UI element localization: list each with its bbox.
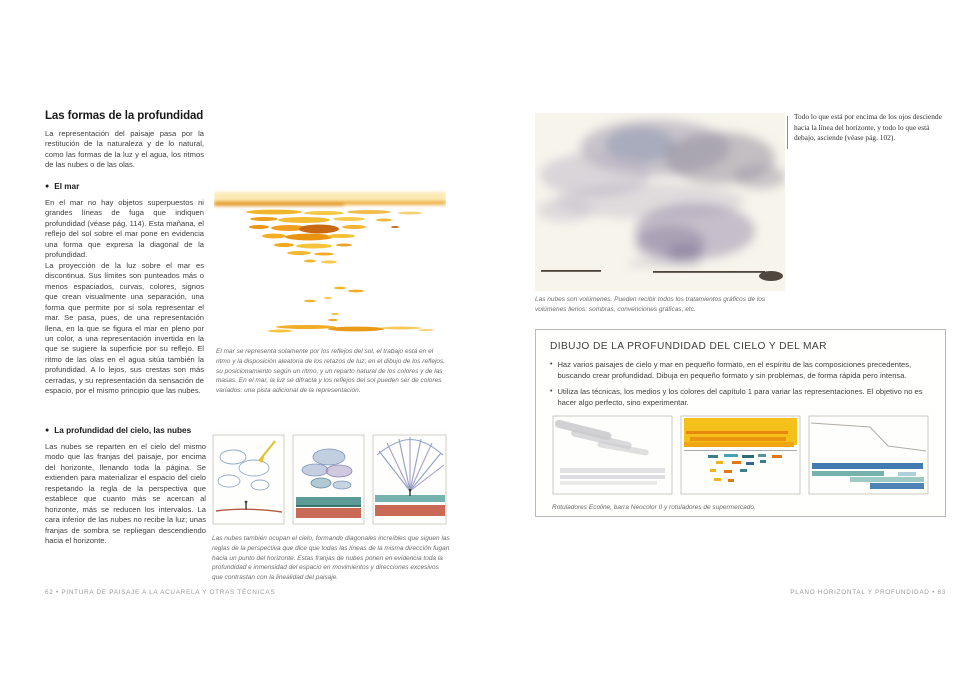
triptych-caption: Las nubes también ocupan el cielo, formando diagonales increíbles que siguen las reglas de la perspectiva que dice que todas las líneas de la misma dirección fugan hacia un punto del horizonte. Estas franjas de nubes ponen en evidencia toda la profundidad e inmensidad del espacio en movimientos y direcciones excesivos que contrastan con la linealidad del paisaje.: [212, 535, 450, 581]
exercise-box-title: DIBUJO DE LA PROFUNDIDAD DEL CIELO Y DEL MAR: [550, 341, 827, 352]
section-heading-label: La profundidad del cielo, las nubes: [54, 426, 192, 435]
cloud-sketch-triptych: [211, 431, 448, 529]
exercise-bullet-text: Utiliza las técnicas, los medios y los colores del capítulo 1 para variar las representaciones. El objetivo no es hacer algo perfecto, sino experimentar.: [557, 387, 923, 407]
paragraph: La proyección de la luz sobre el mar es discontinua. Sus límites son punteados más o menos espaciados, curvas, colores, signos que crean visualmente una separación, una forma que permite por sí sola representar el mar. Se pasa, pues, de una representación llena, en la que se figura el mar en pleno por un color, a una representación invertida en la que se sugiere la superficie por su reflejo. El ritmo de las olas en el agua sitúa también la profundidad. A lo lejos, sus crestas son más cerradas, y su representación da sensación de espacio, por el mismo principio que las nubes.: [45, 260, 204, 396]
footer-left: 62 • PINTURA DE PAISAJE A LA ACUARELA Y OTRAS TÉCNICAS: [45, 589, 276, 596]
paragraph: Las nubes se reparten en el cielo del mismo modo que las franjas del paisaje, por encima del horizonte, llenando toda la página. Se extienden para materializar el espacio del cielo respetando la regla de la perspectiva que establece que cuanto más se acercan al horizonte, más se reducen los intervalos. La cara inferior de las nubes no recibe la luz; unas franjas de sombra se repliegan descendiendo hacia el horizonte.: [45, 442, 206, 546]
exercise-sketch-blue-sea: [808, 415, 929, 495]
exercise-box: [535, 329, 946, 517]
section-heading-label: El mar: [54, 181, 80, 191]
section-bullet-icon: ●: [45, 427, 50, 434]
margin-note: Todo lo que está por encima de los ojos desciende hacia la línea del horizonte, y todo lo que está debajo, asciende (véase pág. 102).: [794, 112, 942, 143]
cloud-sketch-art: [211, 431, 448, 529]
section-nubes-text: [45, 442, 206, 547]
sea-reflections-art: [214, 172, 446, 342]
exercise-sketch-yellow-sky: [680, 415, 801, 495]
exercise-bullet-1: [550, 360, 931, 381]
sea-reflections-illustration: [214, 172, 446, 342]
left-text-column-2: [45, 426, 206, 547]
list-bullet-icon: •: [550, 361, 553, 368]
section-heading-nubes: [45, 426, 206, 435]
intro-paragraph: La representación del paisaje pasa por la restitución de la naturaleza y de lo natural, como las formas de la luz y el agua, los ritmos de las nubes o de las olas.: [45, 129, 204, 170]
section-bullet-icon: ●: [45, 182, 50, 190]
sea-caption: El mar se representa solamente por los reflejos del sol, el trabajo está en el ritmo y la disposición aleatoria de los retazos de luz; en el dibujo de los reflejos, su posicionamiento según un ritmo, y un reparto natural de los colores y de las masas. En el mar, la luz se difracta y los reflejos del sol pueden ser de colores variados: una pista adicional de la representación.: [216, 348, 446, 394]
exercise-bullet-text: Haz varios paisajes de cielo y mar en pequeño formato, en el espíritu de las composiciones precedentes, buscando crear profundidad. Dibuja en pequeño formato y sin problemas, de forma rápida pero intensa.: [557, 360, 912, 380]
footer-right: PLANO HORIZONTAL Y PROFUNDIDAD • 63: [790, 589, 946, 596]
exercise-caption: Rotuladores Ecoline, barra Neocolor II y rotuladores de supermercado.: [552, 503, 756, 511]
list-bullet-icon: •: [550, 388, 553, 396]
clouds-watercolor-illustration: [535, 113, 785, 291]
exercise-sketch-gray-clouds: [552, 415, 673, 495]
left-text-column: [45, 110, 204, 397]
section-heading-el-mar: [45, 182, 204, 191]
exercise-bullet-2: [550, 387, 931, 408]
section-el-mar-text: [45, 198, 204, 397]
margin-note-rule: [787, 116, 788, 149]
exercise-illustrations: [552, 415, 929, 495]
clouds-watercolor-art: [535, 113, 785, 291]
paragraph: En el mar no hay objetos superpuestos ni grandes líneas de fuga que indiquen profundidad (véase pág. 114). Esta mañana, el reflejo del sol sobre el mar pone en evidencia una forma que expresa la diagonal de la profundidad.: [45, 197, 204, 260]
clouds-caption: Las nubes son volúmenes. Pueden recibir todos los tratamientos gráficos de los volúmenes llenos: sombras, convenciones gráficas, etc.: [535, 296, 766, 313]
page-title: Las formas de la profundidad: [45, 110, 204, 122]
